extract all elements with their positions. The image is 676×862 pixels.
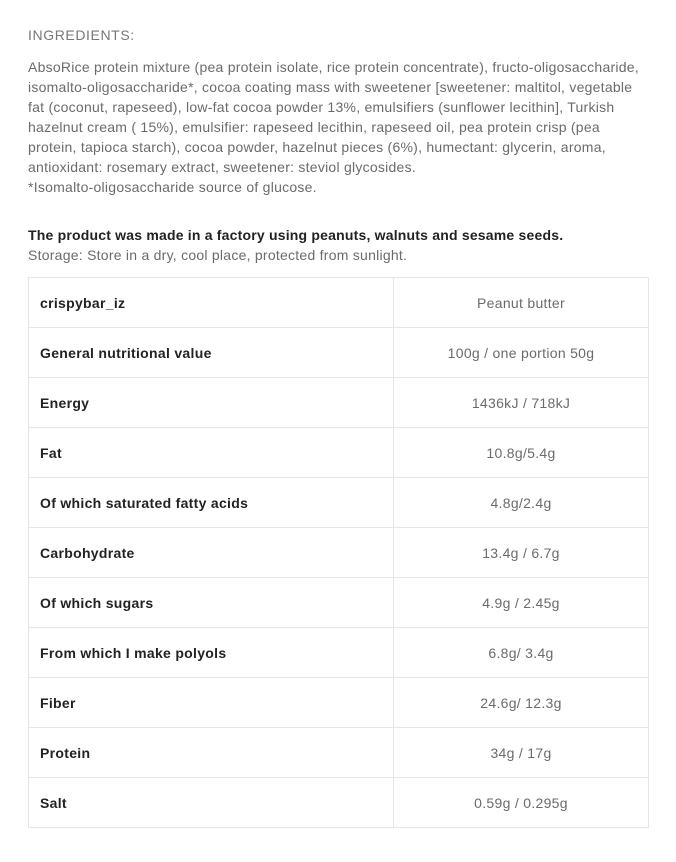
table-row xyxy=(29,578,649,628)
ingredients-heading: INGREDIENTS: xyxy=(28,27,135,43)
row-label: From which I make polyols xyxy=(29,628,394,678)
table-row xyxy=(29,728,649,778)
table-row xyxy=(29,378,649,428)
row-value: 10.8g/5.4g xyxy=(394,428,649,478)
table-row xyxy=(29,478,649,528)
table-row xyxy=(29,628,649,678)
row-value: 4.9g / 2.45g xyxy=(394,578,649,628)
table-row xyxy=(29,778,649,828)
row-value: 13.4g / 6.7g xyxy=(394,528,649,578)
row-label: crispybar_iz xyxy=(29,278,394,328)
row-label: Energy xyxy=(29,378,394,428)
row-value: 34g / 17g xyxy=(394,728,649,778)
row-value: Peanut butter xyxy=(394,278,649,328)
table-row xyxy=(29,528,649,578)
row-value: 6.8g/ 3.4g xyxy=(394,628,649,678)
table-row xyxy=(29,278,649,328)
table-row xyxy=(29,678,649,728)
table-row xyxy=(29,328,649,378)
row-label: Fat xyxy=(29,428,394,478)
row-label: Of which sugars xyxy=(29,578,394,628)
ingredients-block xyxy=(28,57,648,197)
row-label: Salt xyxy=(29,778,394,828)
table-row xyxy=(29,428,649,478)
row-label: Of which saturated fatty acids xyxy=(29,478,394,528)
ingredients-paragraph: AbsoRice protein mixture (pea protein isolate, rice protein concentrate), fructo-oligosaccharide, isomalto-oligosaccharide*, cocoa coating mass with sweetener [sweetener: maltitol, vegetable fat (coconut, rapeseed), low-fat cocoa powder 13%, emulsifiers (sunflower lecithin], Turkish hazelnut cream ( 15%), emulsifier: rapeseed lecithin, rapeseed oil, pea protein crisp (pea protein, tapioca starch), cocoa powder, hazelnut pieces (6%), humectant: glycerin, aroma, antioxidant: rosemary extract, sweetener: steviol glycosides. xyxy=(28,59,639,175)
row-label: Fiber xyxy=(29,678,394,728)
nutrition-table xyxy=(28,277,649,828)
ingredients-footnote: *Isomalto-oligosaccharide source of glucose. xyxy=(28,179,317,195)
row-value: 1436kJ / 718kJ xyxy=(394,378,649,428)
allergen-factory-note: The product was made in a factory using peanuts, walnuts and sesame seeds. xyxy=(28,227,564,243)
row-value: 100g / one portion 50g xyxy=(394,328,649,378)
row-value: 4.8g/2.4g xyxy=(394,478,649,528)
row-label: General nutritional value xyxy=(29,328,394,378)
storage-note: Storage: Store in a dry, cool place, protected from sunlight. xyxy=(28,247,408,263)
row-label: Carbohydrate xyxy=(29,528,394,578)
row-label: Protein xyxy=(29,728,394,778)
row-value: 0.59g / 0.295g xyxy=(394,778,649,828)
row-value: 24.6g/ 12.3g xyxy=(394,678,649,728)
